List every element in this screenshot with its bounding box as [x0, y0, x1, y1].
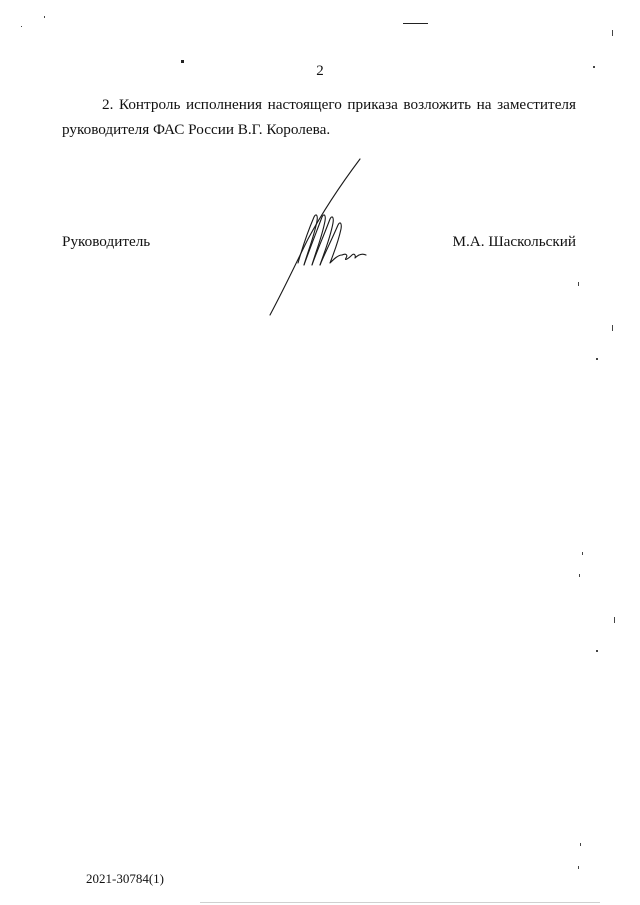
- signer-name: М.А. Шаскольский: [452, 233, 576, 250]
- scan-speck: [578, 866, 579, 869]
- scan-speck: [582, 552, 583, 555]
- scan-speck: [21, 26, 22, 27]
- scan-speck: [579, 574, 580, 577]
- scan-speck: [580, 843, 581, 846]
- scan-speck: [44, 16, 45, 18]
- scan-speck: [596, 358, 598, 360]
- document-number: 2021-30784(1): [86, 871, 164, 886]
- page-number: 2: [316, 63, 324, 79]
- scan-speck: [612, 325, 613, 331]
- scan-speck: [612, 30, 613, 36]
- scan-speck: [614, 617, 615, 623]
- scan-rule-bottom: [200, 902, 600, 903]
- scan-speck: [596, 650, 598, 652]
- scan-speck: [593, 66, 595, 68]
- scan-rule-top: [403, 23, 428, 24]
- signer-title: Руководитель: [62, 233, 151, 250]
- order-paragraph: 2. Контроль исполнения настоящего приказа возложить на заместителя руководителя ФАС России В.Г. Королева.: [62, 96, 576, 138]
- scan-speck: [578, 282, 579, 286]
- scan-speck: [181, 60, 184, 63]
- handwritten-signature: [262, 155, 372, 320]
